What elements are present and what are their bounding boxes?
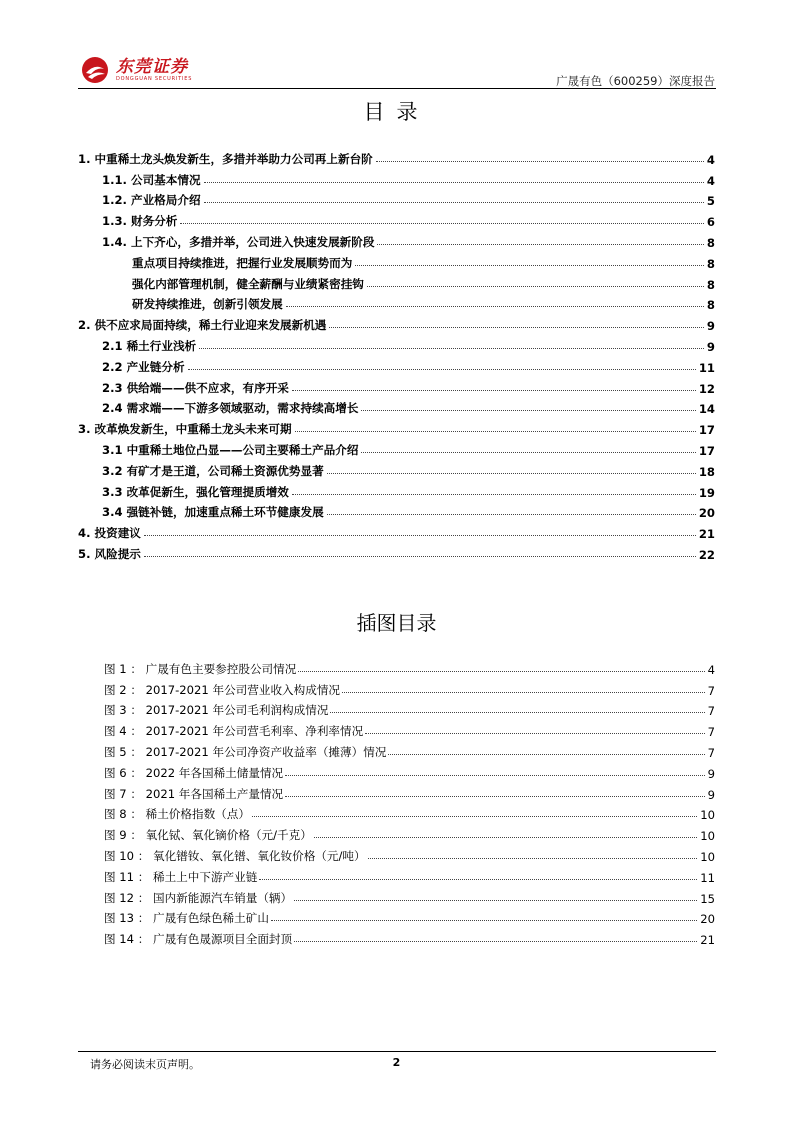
toc-entry-page: 17	[698, 443, 715, 458]
dot-leader	[295, 431, 696, 432]
figure-entry-page: 7	[707, 683, 715, 698]
figure-entry[interactable]	[104, 906, 715, 927]
dot-leader	[298, 671, 704, 672]
company-logo	[80, 52, 192, 88]
figure-entry[interactable]	[104, 677, 715, 698]
dot-leader	[342, 692, 705, 693]
dot-leader	[285, 775, 704, 776]
footer-disclaimer: 请务必阅读末页声明。	[90, 1058, 200, 1071]
dot-leader	[144, 535, 696, 536]
dot-leader	[355, 265, 704, 266]
figure-entry[interactable]	[104, 926, 715, 947]
figure-entry[interactable]	[104, 739, 715, 760]
page-number: 2	[392, 1056, 401, 1069]
dot-leader	[367, 286, 704, 287]
toc-entry[interactable]	[78, 396, 715, 417]
figure-entry-page: 10	[700, 808, 715, 823]
figure-entry[interactable]	[104, 864, 715, 885]
toc-entry-page: 19	[698, 485, 715, 500]
toc-entry-page: 9	[706, 319, 715, 334]
toc-entry[interactable]	[78, 458, 715, 479]
figure-entry-label: 图 7 ： 2021 年各国稀土产量情况	[104, 786, 284, 801]
header-divider	[78, 88, 716, 89]
toc-entry[interactable]	[78, 520, 715, 541]
toc-entry[interactable]	[78, 541, 715, 562]
figure-entry[interactable]	[104, 760, 715, 781]
figure-list-title: 插图目录	[356, 611, 437, 635]
dot-leader	[199, 348, 704, 349]
dot-leader	[188, 369, 696, 370]
figure-entry[interactable]	[104, 843, 715, 864]
figure-entry-page: 4	[707, 662, 715, 677]
toc-entry-label: 5. 风险提示	[78, 546, 141, 561]
toc-entry[interactable]	[78, 437, 715, 458]
toc-entry-label: 2.4 需求端——下游多领域驱动，需求持续高增长	[102, 401, 359, 416]
figure-entry-page: 21	[700, 933, 715, 948]
toc-entry-page: 8	[706, 298, 715, 313]
dot-leader	[361, 410, 695, 411]
dot-leader	[144, 556, 696, 557]
figure-list	[104, 656, 715, 947]
dot-leader	[285, 796, 704, 797]
toc-entry-page: 11	[698, 360, 715, 375]
toc-entry[interactable]	[78, 375, 715, 396]
toc-entry-label: 3.3 改革促新生，强化管理提质增效	[102, 484, 289, 499]
toc-entry-label: 1.2. 产业格局介绍	[102, 193, 201, 208]
toc-entry-label: 3.2 有矿才是王道，公司稀土资源优势显著	[102, 463, 324, 478]
figure-entry-label: 图 8 ： 稀土价格指数（点）	[104, 807, 250, 822]
toc-entry-page: 22	[698, 547, 715, 562]
toc-title: 目录	[363, 100, 430, 124]
figure-entry-label: 图 1 ： 广晟有色主要参控股公司情况	[104, 661, 297, 676]
footer-divider	[78, 1051, 716, 1052]
dot-leader	[365, 733, 704, 734]
figure-entry-page: 20	[700, 912, 715, 927]
toc-entry-page: 18	[698, 464, 715, 479]
figure-entry-page: 9	[707, 766, 715, 781]
figure-entry-label: 图 14 ： 广晟有色晟源项目全面封顶	[104, 932, 293, 947]
dot-leader	[180, 223, 704, 224]
toc-entry-page: 9	[706, 339, 715, 354]
dot-leader	[294, 900, 697, 901]
figure-entry[interactable]	[104, 698, 715, 719]
dot-leader	[314, 837, 697, 838]
logo-chinese-name: 东莞证券	[116, 56, 188, 77]
figure-entry-label: 图 3 ： 2017-2021 年公司毛利润构成情况	[104, 703, 329, 718]
toc-entry-page: 5	[706, 194, 715, 209]
logo-mark-icon	[80, 55, 110, 85]
toc-entry[interactable]	[78, 271, 715, 292]
toc-entry-label: 强化内部管理机制，健全薪酬与业绩紧密挂钩	[132, 276, 364, 291]
dot-leader	[252, 816, 697, 817]
figure-entry[interactable]	[104, 822, 715, 843]
dot-leader	[294, 941, 697, 942]
dot-leader	[377, 244, 703, 245]
toc-entry-label: 4. 投资建议	[78, 526, 141, 541]
dot-leader	[330, 712, 704, 713]
dot-leader	[368, 858, 698, 859]
figure-entry-label: 图 10 ： 氧化镨钕、氧化镨、氧化钕价格（元/吨）	[104, 848, 366, 863]
dot-leader	[329, 327, 704, 328]
figure-entry-label: 图 13 ： 广晟有色绿色稀土矿山	[104, 911, 269, 926]
figure-entry-page: 7	[707, 725, 715, 740]
toc-entry-page: 8	[706, 256, 715, 271]
dot-leader	[292, 494, 696, 495]
toc-entry-page: 17	[698, 423, 715, 438]
toc-entry[interactable]	[78, 292, 715, 313]
toc-entry-label: 3.4 强链补链，加速重点稀土环节健康发展	[102, 505, 324, 520]
toc-entry-label: 1. 中重稀土龙头焕发新生，多措并举助力公司再上新台阶	[78, 151, 373, 166]
figure-entry-label: 图 11 ： 稀土上中下游产业链	[104, 869, 258, 884]
dot-leader	[271, 920, 697, 921]
toc-entry-page: 4	[706, 173, 715, 188]
figure-entry-page: 7	[707, 745, 715, 760]
figure-entry-page: 7	[707, 704, 715, 719]
toc-entry-label: 2.2 产业链分析	[102, 359, 185, 374]
toc-entry-label: 3.1 中重稀土地位凸显——公司主要稀土产品介绍	[102, 442, 359, 457]
figure-entry-page: 11	[700, 870, 715, 885]
figure-entry-page: 10	[700, 829, 715, 844]
toc-entry[interactable]	[78, 250, 715, 271]
report-title: 广晟有色（600259）深度报告	[556, 74, 715, 88]
toc-entry-label: 2.1 稀土行业浅析	[102, 338, 197, 353]
logo-english-name: DONGGUAN SECURITIES	[116, 75, 193, 82]
figure-entry-label: 图 4 ： 2017-2021 年公司营毛利率、净利率情况	[104, 724, 364, 739]
toc-entry-page: 6	[706, 215, 715, 230]
dot-leader	[327, 514, 696, 515]
toc-entry[interactable]	[78, 146, 715, 167]
toc-entry-page: 4	[706, 152, 715, 167]
toc-entry[interactable]	[78, 354, 715, 375]
toc-entry[interactable]	[78, 333, 715, 354]
toc-entry-label: 2. 供不应求局面持续，稀土行业迎来发展新机遇	[78, 318, 327, 333]
figure-entry[interactable]	[104, 718, 715, 739]
toc-entry[interactable]	[78, 188, 715, 209]
toc-entry[interactable]	[78, 167, 715, 188]
dot-leader	[204, 182, 704, 183]
figure-entry-page: 15	[700, 891, 715, 906]
figure-entry-label: 图 2 ： 2017-2021 年公司营业收入构成情况	[104, 682, 341, 697]
toc-entry-page: 12	[698, 381, 715, 396]
figure-entry-page: 10	[700, 849, 715, 864]
dot-leader	[204, 202, 704, 203]
toc-entry-page: 8	[706, 277, 715, 292]
toc-entry[interactable]	[78, 208, 715, 229]
toc-entry-label: 1.3. 财务分析	[102, 214, 178, 229]
toc-list	[78, 146, 715, 562]
dot-leader	[286, 306, 704, 307]
toc-entry[interactable]	[78, 312, 715, 333]
dot-leader	[327, 473, 696, 474]
toc-entry-page: 21	[698, 527, 715, 542]
figure-entry[interactable]	[104, 885, 715, 906]
figure-entry-page: 9	[707, 787, 715, 802]
dot-leader	[388, 754, 704, 755]
toc-entry[interactable]	[78, 500, 715, 521]
toc-entry-page: 8	[706, 235, 715, 250]
figure-entry-label: 图 9 ： 氧化铽、氧化镝价格（元/千克）	[104, 828, 312, 843]
figure-entry-label: 图 6 ： 2022 年各国稀土储量情况	[104, 765, 284, 780]
toc-entry-label: 2.3 供给端——供不应求，有序开采	[102, 380, 289, 395]
toc-entry-label: 3. 改革焕发新生，中重稀土龙头未来可期	[78, 422, 292, 437]
toc-entry[interactable]	[78, 416, 715, 437]
toc-entry-label: 1.1. 公司基本情况	[102, 172, 201, 187]
figure-entry[interactable]	[104, 656, 715, 677]
dot-leader	[376, 161, 704, 162]
toc-entry-page: 20	[698, 506, 715, 521]
toc-entry[interactable]	[78, 229, 715, 250]
figure-entry-label: 图 5 ： 2017-2021 年公司净资产收益率（摊薄）情况	[104, 744, 387, 759]
toc-entry-label: 1.4. 上下齐心，多措并举，公司进入快速发展新阶段	[102, 234, 375, 249]
figure-entry[interactable]	[104, 781, 715, 802]
toc-entry[interactable]	[78, 479, 715, 500]
dot-leader	[361, 452, 695, 453]
dot-leader	[259, 879, 697, 880]
figure-entry-label: 图 12 ： 国内新能源汽车销量（辆）	[104, 890, 293, 905]
toc-entry-label: 研发持续推进，创新引领发展	[132, 297, 283, 312]
toc-entry-label: 重点项目持续推进，把握行业发展顺势而为	[132, 255, 353, 270]
dot-leader	[292, 390, 696, 391]
figure-entry[interactable]	[104, 802, 715, 823]
toc-entry-page: 14	[698, 402, 715, 417]
